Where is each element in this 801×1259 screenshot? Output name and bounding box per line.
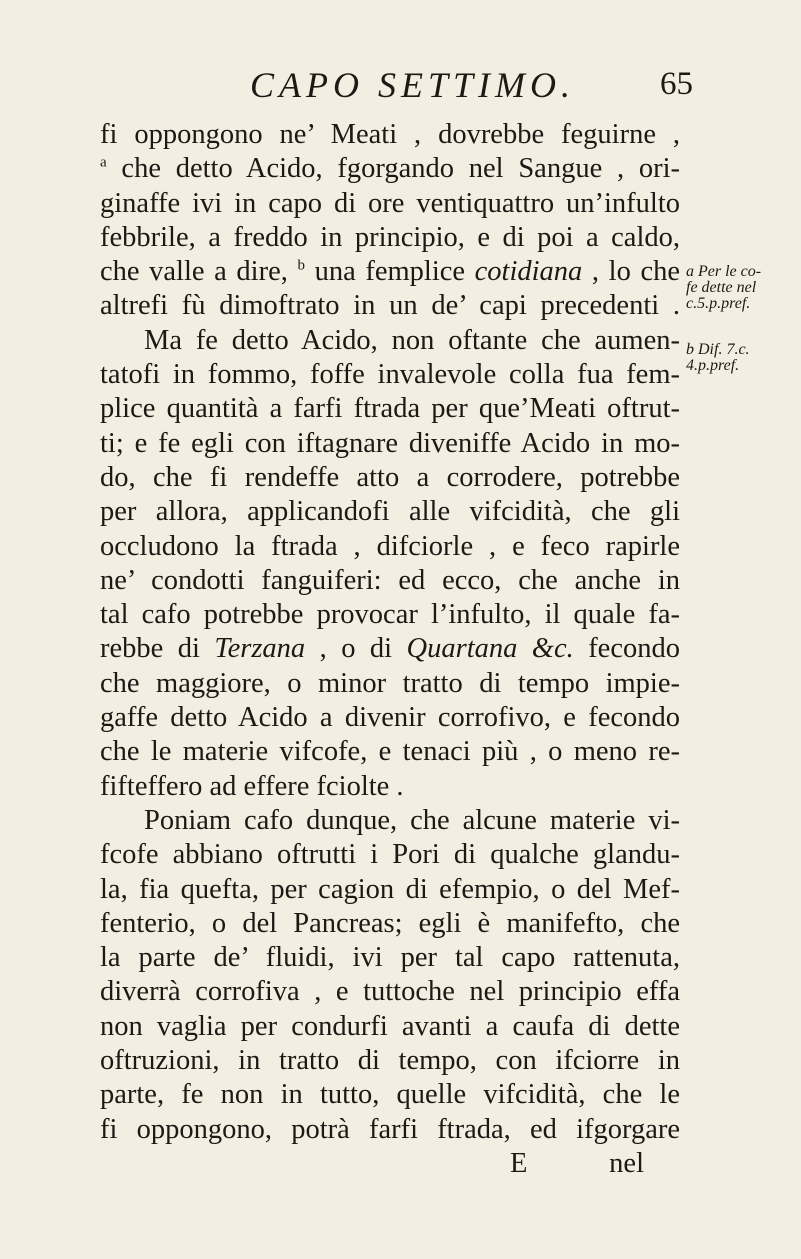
text-run: per allora, applicandofi alle vifcidità, che gli bbox=[100, 496, 680, 528]
text-line bbox=[100, 495, 680, 529]
text-run: che valle a dire, bbox=[100, 256, 298, 288]
text-run: che maggiore, o minor tratto di tempo impie- bbox=[100, 667, 680, 699]
text-line bbox=[100, 187, 680, 221]
margin-note-b bbox=[686, 342, 801, 374]
text-run: fi oppongono ne’ Meati , dovrebbe feguirne , bbox=[100, 119, 680, 150]
text-line bbox=[100, 118, 680, 152]
text-run: fenterio, o del Pancreas; egli è manifefto, che bbox=[100, 907, 680, 939]
text-line bbox=[100, 358, 680, 392]
text-line bbox=[100, 324, 680, 358]
text-line bbox=[100, 770, 680, 804]
text-line bbox=[100, 907, 680, 941]
note-marker: b bbox=[297, 257, 305, 274]
text-line bbox=[100, 975, 680, 1009]
text-line bbox=[100, 735, 680, 769]
text-run: , lo che bbox=[582, 256, 680, 288]
text-line bbox=[100, 152, 680, 186]
text-line bbox=[100, 427, 680, 461]
text-line bbox=[100, 1113, 680, 1147]
text-line bbox=[100, 701, 680, 735]
text-run: fifteffero ad effere fciolte . bbox=[100, 770, 404, 802]
text-line bbox=[100, 1044, 680, 1078]
text-line bbox=[100, 667, 680, 701]
italic-term: Terzana bbox=[214, 633, 306, 665]
margin-note-line: c.5.p.pref. bbox=[686, 295, 751, 312]
italic-term: cotidiana bbox=[474, 256, 583, 288]
text-line bbox=[100, 941, 680, 975]
text-run: tatofi in fommo, foffe invalevole colla fua fem- bbox=[100, 359, 680, 391]
margin-note-line: a Per le co- bbox=[686, 263, 762, 280]
text-line bbox=[100, 289, 680, 323]
text-run: la, fia quefta, per cagion di efempio, o del Mef- bbox=[100, 873, 680, 905]
text-run: la parte de’ fluidi, ivi per tal capo rattenuta, bbox=[100, 942, 680, 974]
chapter-title: CAPO SETTIMO. bbox=[250, 65, 575, 105]
text-run: rebbe di bbox=[100, 633, 215, 665]
text-run: , o di bbox=[305, 633, 407, 665]
text-line bbox=[100, 873, 680, 907]
text-run: non vaglia per condurfi avanti a caufa di dette bbox=[100, 1010, 680, 1042]
text-line bbox=[100, 564, 680, 598]
text-line bbox=[100, 1010, 680, 1044]
italic-term: Quartana &c. bbox=[406, 633, 574, 665]
text-run: ginaffe ivi in capo di ore ventiquattro un’infulto bbox=[100, 187, 680, 219]
text-run: fecondo bbox=[573, 633, 680, 665]
text-line bbox=[100, 632, 680, 666]
text-run: do, che fi rendeffe atto a corrodere, potrebbe bbox=[100, 461, 680, 493]
body-text bbox=[100, 118, 680, 1181]
text-line bbox=[100, 392, 680, 426]
text-run: oftruzioni, in tratto di tempo, con ifciorre in bbox=[100, 1045, 680, 1077]
text-line bbox=[100, 1078, 680, 1112]
text-line bbox=[100, 804, 680, 838]
running-head bbox=[0, 62, 801, 112]
text-run: plice quantità a farfi ftrada per que’Meati oftrut- bbox=[100, 393, 680, 425]
text-run: Ma fe detto Acido, non oftante che aumen- bbox=[144, 324, 680, 356]
text-line bbox=[100, 838, 680, 872]
text-line bbox=[100, 598, 680, 632]
margin-note-a bbox=[686, 264, 801, 312]
note-marker: a bbox=[100, 154, 107, 171]
text-line bbox=[100, 530, 680, 564]
margin-note-line: fe dette nel bbox=[686, 279, 757, 296]
text-line bbox=[100, 221, 680, 255]
page-number: 65 bbox=[660, 66, 693, 102]
catchword: nel bbox=[609, 1147, 644, 1179]
text-run: parte, fe non in tutto, quelle vifcidità, che le bbox=[100, 1079, 680, 1111]
catchline bbox=[100, 1147, 680, 1181]
signature-mark: E bbox=[510, 1147, 528, 1179]
text-run: fcofe abbiano oftrutti i Pori di qualche glandu- bbox=[100, 839, 680, 871]
text-run: ti; e fe egli con iftagnare diveniffe Acido in mo- bbox=[100, 427, 680, 459]
text-run: fi oppongono, potrà farfi ftrada, ed ifgorgare bbox=[100, 1113, 680, 1145]
text-run: diverrà corrofiva , e tuttoche nel principio effa bbox=[100, 976, 680, 1008]
margin-note-line: b Dif. 7.c. bbox=[686, 341, 750, 358]
text-run: Poniam cafo dunque, che alcune materie vi- bbox=[144, 804, 680, 836]
text-run: una femplice bbox=[304, 256, 475, 288]
text-run: occludono la ftrada , difciorle , e feco rapirle bbox=[100, 530, 680, 562]
text-run: altrefi fù dimoftrato in un de’ capi precedenti . bbox=[100, 290, 680, 322]
text-run: febbrile, a freddo in principio, e di poi a caldo, bbox=[100, 221, 680, 253]
text-run: tal cafo potrebbe provocar l’infulto, il quale fa- bbox=[100, 599, 680, 631]
text-line bbox=[100, 461, 680, 495]
text-run: che le materie vifcofe, e tenaci più , o meno re- bbox=[100, 736, 680, 768]
text-run: ne’ condotti fanguiferi: ed ecco, che anche in bbox=[100, 564, 680, 596]
text-line bbox=[100, 255, 680, 289]
text-run: gaffe detto Acido a divenir corrofivo, e fecondo bbox=[100, 702, 680, 734]
text-run: che detto Acido, fgorgando nel Sangue , ori- bbox=[106, 153, 680, 185]
margin-note-line: 4.p.pref. bbox=[686, 357, 740, 374]
